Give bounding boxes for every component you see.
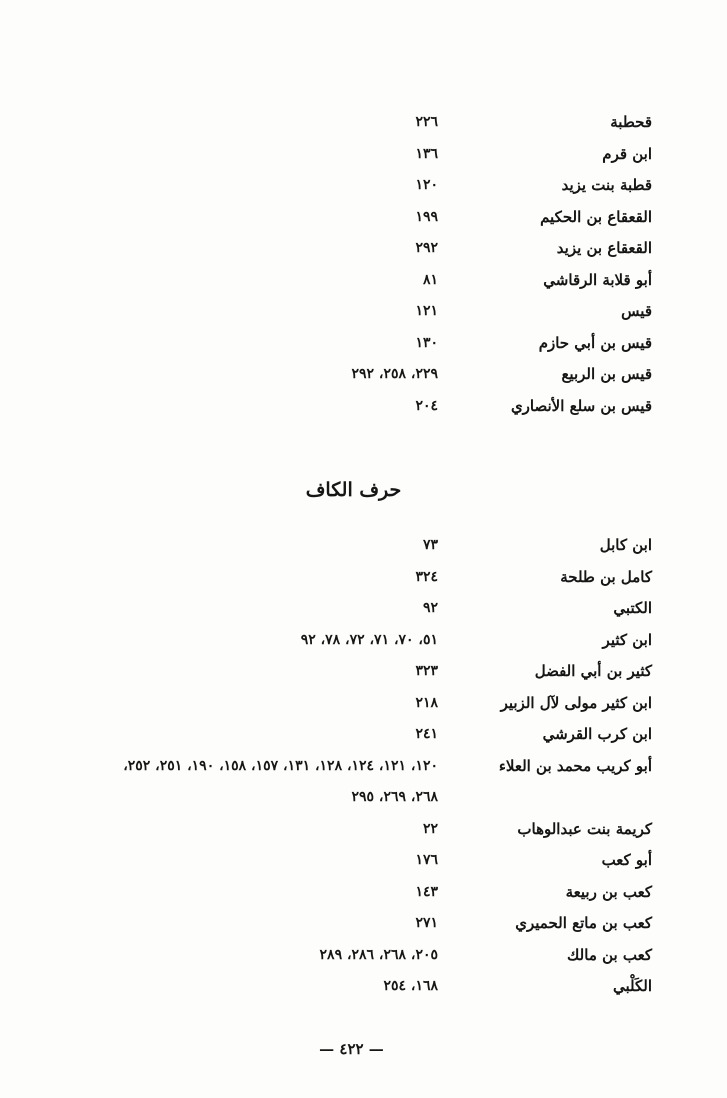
entry-name: الكَلْبي — [612, 977, 652, 995]
entry-pages: ١٤٣ — [415, 883, 438, 900]
entry-name: كعب بن ربيعة — [565, 882, 652, 901]
entry-pages: ٢٩٢ — [415, 240, 438, 256]
index-entry — [0, 207, 727, 239]
index-entry — [0, 238, 727, 270]
entry-pages: ١٩٩ — [415, 208, 438, 225]
entry-name: قيس بن أبي حازم — [538, 333, 652, 352]
index-entry — [0, 567, 727, 599]
index-entry — [0, 913, 727, 945]
index-entry — [0, 882, 727, 914]
entry-pages: ٢٢٩، ٢٥٨، ٢٩٢ — [351, 366, 438, 382]
entry-name: أبو قلابة الرقاشي — [543, 270, 652, 289]
entry-name: قحطبة — [610, 113, 652, 131]
entry-pages: ٧٣ — [422, 537, 438, 553]
index-entry — [0, 144, 727, 176]
entry-name: قيس بن الربيع — [561, 365, 652, 383]
entry-pages: ١٢٠، ١٢١، ١٢٤، ١٢٨، ١٣١، ١٥٧، ١٥٨، ١٩٠، ٢٥١، ٢٥٢، ٢٦٨، ٢٦٩، ٢٩٥ — [123, 757, 438, 805]
entry-pages: ١٣٦ — [415, 145, 438, 162]
entry-name: كعب بن ماتع الحميري — [515, 914, 652, 932]
index-entry — [0, 270, 727, 302]
index-entry — [0, 850, 727, 882]
index-entry — [0, 756, 727, 819]
section-heading-text: حرف الكاف — [305, 479, 402, 501]
index-entry — [0, 598, 727, 630]
index-entry — [0, 175, 727, 207]
entry-name: كامل بن طلحة — [560, 567, 652, 586]
page-number — [0, 1040, 727, 1058]
entry-pages: ٢٢ — [422, 820, 438, 837]
page-number-text: — ٤٢٢ — — [319, 1040, 384, 1058]
entry-pages: ١٢١ — [415, 303, 438, 319]
entry-name: كريمة بنت عبدالوهاب — [517, 819, 652, 838]
entry-name: القعقاع بن الحكيم — [540, 207, 652, 226]
entry-pages: ٢٠٥، ٢٦٨، ٢٨٦، ٢٨٩ — [319, 946, 438, 963]
entry-pages: ٢١٨ — [415, 694, 438, 711]
entry-pages: ٨١ — [422, 271, 438, 288]
entry-pages: ٢٧١ — [415, 915, 438, 931]
entry-pages: ١٦٨، ٢٥٤ — [383, 978, 438, 994]
index-entry — [0, 976, 727, 1008]
index-entry — [0, 333, 727, 365]
entry-pages: ١٣٠ — [415, 334, 438, 351]
entry-pages: ٥١، ٧٠، ٧١، ٧٢، ٧٨، ٩٢ — [300, 631, 438, 648]
index-entry — [0, 693, 727, 725]
index-entry — [0, 945, 727, 977]
entry-pages: ٢٠٤ — [415, 397, 438, 414]
entry-name: قيس — [621, 302, 652, 320]
entry-name: قطبة بنت يزيد — [561, 176, 652, 194]
entry-pages: ٣٢٣ — [415, 663, 438, 679]
index-entry — [0, 301, 727, 333]
entry-name: ابن قرم — [602, 144, 652, 163]
entry-name: الكتبي — [613, 599, 652, 617]
index-entry — [0, 819, 727, 851]
index-entry — [0, 396, 727, 428]
entry-pages: ٢٢٦ — [415, 114, 438, 130]
entry-name: ابن كابل — [599, 536, 652, 554]
entry-name: كثير بن أبي الفضل — [534, 662, 652, 680]
entry-name: ابن كرب القرشي — [542, 725, 652, 743]
index-list-kaf — [0, 535, 727, 1008]
index-list-qaf — [0, 112, 727, 427]
entry-pages: ٢٤١ — [415, 726, 438, 742]
index-entry — [0, 112, 727, 144]
section-heading — [0, 479, 727, 501]
entry-pages: ٣٢٤ — [415, 568, 438, 585]
index-entry — [0, 630, 727, 662]
index-entry — [0, 661, 727, 693]
entry-name: أبو كعب — [601, 851, 652, 869]
entry-pages: ١٢٠ — [415, 177, 438, 193]
entry-name: القعقاع بن يزيد — [556, 239, 652, 257]
index-entry — [0, 535, 727, 567]
entry-name: كعب بن مالك — [567, 945, 652, 964]
entry-pages: ١٧٦ — [415, 852, 438, 868]
entry-name: ابن كثير — [602, 630, 652, 649]
entry-name: قيس بن سلع الأنصاري — [510, 396, 652, 415]
entry-name: ابن كثير مولى لآل الزبير — [500, 693, 652, 712]
entry-pages: ٩٢ — [422, 600, 438, 616]
entry-name: أبو كريب محمد بن العلاء — [498, 756, 652, 775]
index-entry — [0, 364, 727, 396]
